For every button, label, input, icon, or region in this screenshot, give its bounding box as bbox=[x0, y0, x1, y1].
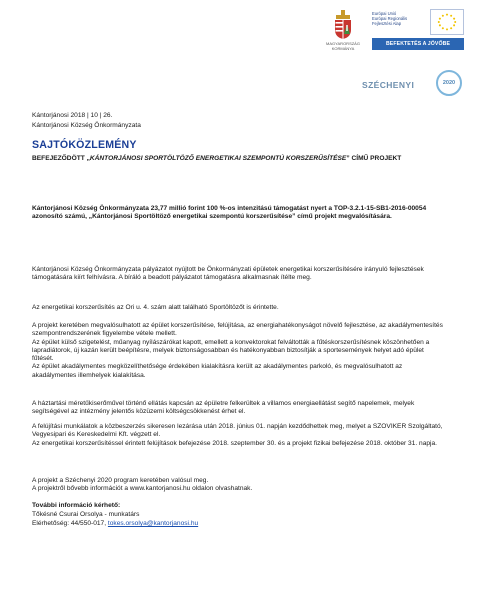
document-subtitle bbox=[32, 155, 446, 163]
contact-email-link[interactable]: tokes.orsolya@kantorjanosi.hu bbox=[107, 520, 199, 527]
paragraph-schedule bbox=[32, 423, 446, 448]
government-logo-text: MAGYARORSZÁG KORMÁNYA bbox=[326, 41, 360, 51]
contact-heading: További információ kérhető: bbox=[32, 502, 121, 509]
document-organization: Kántorjánosi Község Önkormányzata bbox=[32, 122, 141, 129]
eu-text bbox=[372, 11, 428, 27]
subtitle-project-name: KÁNTORJÁNOSI SPORTÖLTÖZŐ ENERGETIKAI SZEMPONTÚ KORSZERŰSÍTÉSE bbox=[89, 155, 347, 162]
page-title: SAJTÓKÖZLEMÉNY bbox=[32, 139, 137, 151]
eu-flag-icon bbox=[430, 9, 464, 35]
contact-details bbox=[32, 520, 446, 528]
paragraph-program-name: A projekt a Széchenyi 2020 program keretében valósul meg. bbox=[32, 477, 209, 484]
paragraph-location: Az energetikai korszerűsítés az Ori u. 4. szám alatt található Sportöltözőt is érintette. bbox=[32, 304, 279, 311]
eu-banner: BEFEKTETÉS A JÖVŐBE bbox=[372, 38, 464, 50]
eu-funding-logo bbox=[372, 9, 464, 51]
government-logo bbox=[318, 10, 368, 62]
lead-paragraph: Kántorjánosi Község Önkormányzata 23,77 millió forint 100 %-os intenzitású támogatást nyert a TOP-3.2.1-15-SB1-2016-00054 azonosító számú, „Kántorjánosi Sportöltöző energetikai szempontú korszerűsítése” című projekt megvalósítására. bbox=[32, 205, 427, 221]
szechenyi-text: SZÉCHENYI bbox=[362, 80, 415, 90]
szechenyi-2020-logo bbox=[362, 66, 466, 104]
paragraph-application: Kántorjánosi Község Önkormányzata pályázatot nyújtott be Önkormányzati épületek energetikai korszerűsítésére irányuló fejlesztések támogatására kiírt felhívásra. A bíráló a beadott pályázatot támogatásra alkalmasnak ítélte meg. bbox=[32, 266, 424, 282]
paragraph-works-insulation: Az épület külső szigetelést, műanyag nyílászárókat kapott, emellett a konvektorokat felváltották a fűtéskorszerűsítésnek köszönhetően a lapradiátorok, új kazán került beépítésre, melyek biztonságosabban és hatékonyabban biztosítják a sportesemények helyet adó épület fűtését. bbox=[32, 338, 430, 363]
document-date: Kántorjánosi 2018 | 10 | 26. bbox=[32, 112, 113, 119]
subtitle-suffix: ” CÍMŰ PROJEKT bbox=[346, 155, 402, 162]
subtitle-prefix: BEFEJEZŐDÖTT „ bbox=[32, 155, 90, 162]
eu-text-line: Európai Regionális bbox=[372, 16, 408, 22]
szechenyi-year-badge: 2020 bbox=[436, 70, 462, 96]
coat-of-arms-icon bbox=[333, 10, 353, 40]
paragraph-works-accessibility: Az épület akadálymentes megközelíthetősége érdekében kialakításra került az akadálymentes parkoló, és megvalósulhatott az akadálymentes illemhelyek kialakítása. bbox=[32, 363, 403, 379]
paragraph-works-renovation: A projekt keretében megvalósulhatott az épület korszerűsítése, felújítása, az energiahatékonyságot növelő fejlesztése, az akadálymentesítés szempontrendszerének figyelembe vétele mellett. bbox=[32, 322, 443, 338]
contact-name: Tőkésné Csurai Orsolya - munkatárs bbox=[32, 511, 140, 518]
paragraph-program-info: A projektről bővebb információt a www.kantorjanosi.hu oldalon olvashatnak. bbox=[32, 485, 253, 493]
paragraph-works bbox=[32, 322, 446, 380]
paragraph-schedule-start: A felújítási munkálatok a közbeszerzés sikeresen lezárása után 2018. június 01. napján kezdődhettek meg, melyet a SZOVIKER Szolgáltató, Vegyesipari és Kereskedelmi Kft. végzett el. bbox=[32, 423, 443, 439]
paragraph-schedule-end: Az energetikai korszerűsítéssel érintett felújítások befejezése 2018. szeptember 30. és a projekt fizikai befejezése 2018. október 31. napja. bbox=[32, 439, 438, 447]
eu-text-line: Fejlesztési Alap bbox=[372, 21, 402, 27]
paragraph-solar: A háztartási méretűkiserőművel történő ellátás kapcsán az épületre felkerültek a villamos energiaellátást segítő napelemek, melyek segítségével az intézmény jelentős közüzemi költségcsökkenést érhet el. bbox=[32, 400, 415, 416]
contact-phone: Elérhetőség: 44/550-017, bbox=[32, 520, 107, 527]
eu-text-line: Európai Unió bbox=[372, 11, 397, 16]
paragraph-program bbox=[32, 477, 446, 494]
